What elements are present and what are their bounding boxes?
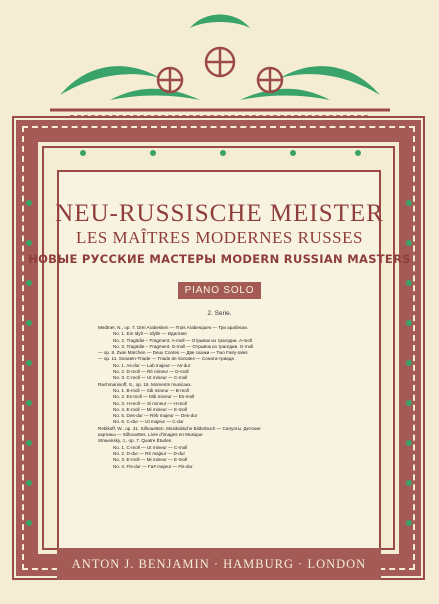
dot-icon	[406, 400, 412, 406]
wheel-icon	[158, 48, 282, 92]
dot-icon	[80, 150, 86, 156]
list-item: No. 5. Des-dur — Réb majeur — Des-dur	[113, 413, 198, 419]
title-russian-english: НОВЫЕ РУССКИЕ МАСТЕРЫ MODERN RUSSIAN MASTERS	[28, 252, 411, 266]
dot-icon	[406, 280, 412, 286]
list-item: No. 2. D-dur — Ré majeur — D-dur	[113, 450, 185, 456]
list-item: No. 1. C-moll — Ut mineur — C-moll	[113, 444, 188, 450]
dot-icon	[26, 320, 32, 326]
dot-icon	[26, 440, 32, 446]
dot-icon	[406, 520, 412, 526]
title-french: LES MAÎTRES MODERNES RUSSES	[76, 228, 363, 247]
serie-label: 2. Serie.	[207, 310, 232, 317]
list-item: No. 3. C-moll — Ut mineur — C-moll	[113, 375, 188, 381]
dot-icon	[406, 480, 412, 486]
list-item: No. 1. B-moll — Sib mineur — B-moll	[113, 387, 189, 393]
dot-icon	[26, 520, 32, 526]
list-item: — op. 11. Sonaten-Triade — Triade de Sonates — Соната-триада	[98, 356, 234, 362]
list-item: No. 1. As-dur — Lab majeur — As-dur	[113, 362, 191, 368]
list-item: Rachmaninoff, S., op. 16. Moments musicaux.	[98, 381, 192, 387]
list-item: картины — Silhouettes. Livre d'images en Musique	[98, 432, 203, 438]
dot-icon	[406, 320, 412, 326]
dot-icon	[355, 150, 361, 156]
dot-icon	[26, 280, 32, 286]
piano-solo-badge: PIANO SOLO	[178, 282, 261, 299]
dot-icon	[406, 360, 412, 366]
list-item: Medtner, N., op. 7. Drei Arabesken — Trois Arabesques — Три арабески.	[98, 325, 249, 330]
ornament-header	[50, 0, 390, 122]
list-item: No. 3. H-moll — Si mineur — H-moll	[113, 400, 187, 406]
list-item: No. 2. Tragödie – Fragment. A-moll — Отрывок из трагедии. A-moll	[113, 337, 252, 343]
publisher-banner: ANTON J. BENJAMIN · HAMBURG · LONDON	[57, 548, 381, 580]
list-item: Strawinsky, J., op. 7. Quatre Études.	[98, 438, 173, 444]
dot-icon	[150, 150, 156, 156]
list-item: No. 2. Es-moll — Mib mineur — Es-moll	[113, 394, 195, 400]
list-item: No. 4. Fis-dur — Fa# majeur — Fis-dur	[113, 463, 193, 469]
dot-icon	[26, 360, 32, 366]
dot-icon	[220, 150, 226, 156]
list-item: — op. 8. Zwei Märchen — Deux Contes — Две сказки — Two Fairy-tales	[98, 350, 248, 356]
list-item: No. 3. Tragödie – Fragment. G-moll — Отрывок из трагедии. G-moll	[113, 343, 254, 349]
dot-icon	[406, 440, 412, 446]
list-item: No. 1. Ein Idyll — Idylle — Идиллия	[113, 331, 187, 337]
list-item: No. 2. D-moll — Ré mineur — D-moll	[113, 369, 189, 375]
title-german: NEU-RUSSISCHE MEISTER	[55, 200, 384, 227]
dot-icon	[26, 480, 32, 486]
list-item: No. 3. E-moll — Mi mineur — E-moll	[113, 457, 188, 463]
list-item: Rebikoff, W., op. 31. Silhouetten. Musikalische Bilderbuch — Силуэты. Детские	[98, 425, 261, 431]
dot-icon	[290, 150, 296, 156]
list-item: No. 6. C-dur — Ut majeur — C-dur	[113, 419, 184, 425]
contents-list	[98, 325, 368, 470]
dot-icon	[26, 400, 32, 406]
list-item: No. 4. E-moll — Mi mineur — E-moll	[113, 406, 188, 412]
